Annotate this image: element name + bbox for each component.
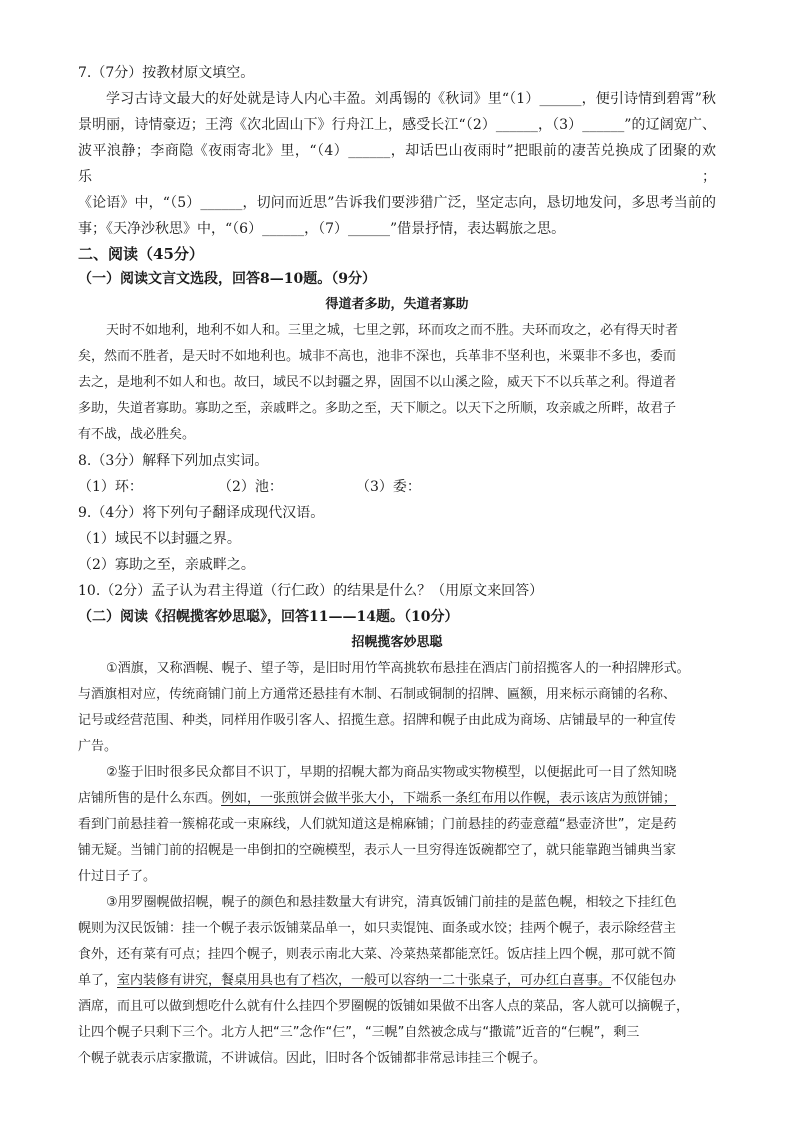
part1-passage-line-2: 矣，然而不胜者，是天时不如地利也。城非不高也，池非不深也，兵革非不坚利也，米粟非不多也，委而 (78, 349, 677, 364)
q9-item-2: （2）寡助之至，亲戚畔之。 (78, 557, 255, 573)
q7-line-1: 学习古诗文最大的好处就是诗人内心丰盈。刘禹锡的《秋词》里“（1）______，便引诗情到碧霄”秋 (106, 91, 716, 107)
para3-line-7: 个幌子就表示店家撒谎，不讲诚信。因此，旧时各个饭铺都非常忌讳挂三个幌子。 (78, 1051, 547, 1066)
q8-item-3: （3）委： (356, 479, 421, 495)
q7-line-5: 事；《天净沙秋思》中，“（6）______，（7）______”借景抒情，表达羁旅之思。 (78, 221, 566, 237)
part1-passage-line-5: 有不战，战必胜矣。 (78, 427, 196, 442)
para3-line-4-end: 不仅能包办 (611, 973, 677, 988)
q8-item-1: （1）环： (78, 479, 143, 495)
part1-title: （一）阅读文言文选段，回答8—10题。（9分） (78, 271, 376, 287)
q7-line-2: 景明丽，诗情豪迈；王湾《次北固山下》行舟江上，感受长江“（2）______，（3）______”的辽阔宽广、 (78, 117, 716, 133)
para2-underlined-example: 例如，一张煎饼会做半张大小，下端系一条红布用以作幌，表示该店为煎饼铺； (221, 791, 677, 806)
para3-line-5: 酒席，而且可以做到想吃什么就有什么挂四个罗圈幌的饭铺如果做不出客人点的菜品，客人就可以摘幌子， (78, 999, 690, 1014)
part2-passage-title: 招幌揽客妙思聪 (351, 635, 443, 650)
q7-header: 7.（7分）按教材原文填空。 (78, 65, 255, 81)
para2-line-1: ②鉴于旧时很多民众都目不识丁，早期的招幌大都为商品实物或实物模型，以便据此可一目了然知晓 (106, 765, 677, 780)
para2-line-2 (78, 786, 716, 812)
part1-passage-line-1: 天时不如地利，地利不如人和。三里之城，七里之郭，环而攻之而不胜。夫环而攻之，必有得天时者 (106, 323, 679, 338)
q8-header: 8.（3分）解释下列加点实词。 (78, 453, 269, 469)
q7-line-3: 波平浪静；李商隐《夜雨寄北》里，“（4）______，却话巴山夜雨时”把眼前的凄苦兑换成了团聚的欢乐； (78, 143, 716, 185)
q8-item-2: （2）池： (218, 479, 283, 495)
part1-passage-title: 得道者多助，失道者寡助 (325, 297, 469, 312)
part1-passage-line-4: 多助，失道者寡助。寡助之至，亲戚畔之。多助之至，天下顺之。以天下之所顺，攻亲戚之所畔，故君子 (78, 401, 677, 416)
part2-title: （二）阅读《招幌揽客妙思聪》，回答11——14题。（10分） (78, 609, 459, 625)
para1-line-4: 广告。 (78, 739, 118, 754)
para3-line-1: ③用罗圈幌做招幌，幌子的颜色和悬挂数量大有讲究，清真饭铺门前挂的是蓝色幌，相较之下挂红色 (106, 895, 677, 910)
para1-line-1: ①酒旗，又称酒幌、幌子、望子等，是旧时用竹竿高挑软布悬挂在酒店门前招揽客人的一种招牌形式。 (106, 661, 690, 676)
para1-line-3: 记号或经营范围、种类，同样用作吸引客人、招揽生意。招牌和幌子由此成为商场、店铺最早的一种宣传 (78, 713, 677, 728)
q7-line-4: 《论语》中，“（5）______，切问而近思”告诉我们要涉猎广泛，坚定志向，恳切地发问，多思考当前的 (78, 195, 716, 211)
para2-line-2-text: 店铺所售的是什么东西。 (78, 791, 222, 806)
para1-line-2: 与酒旗相对应，传统商铺门前上方通常还悬挂有木制、石制或铜制的招牌、匾额，用来标示商铺的名称、 (78, 687, 677, 702)
para3-line-3: 食外，还有菜有可点；挂四个幌子，则表示南北大菜、冷菜热菜都能烹饪。饭店挂上四个幌，那可就不简 (78, 947, 677, 962)
para3-line-6: 让四个幌子只剩下三个。北方人把“三”念作“仨”，“三幌”自然被念成与“撒谎”近音的“仨幌”，剩三 (78, 1025, 640, 1040)
section2-title: 二、阅读（45分） (78, 245, 204, 263)
q10-header: 10.（2分）孟子认为君主得道（行仁政）的结果是什么？（用原文来回答） (78, 583, 544, 599)
para3-line-2: 幌则为汉民饭铺：挂一个幌子表示饭铺菜品单一，如只卖馄饨、面条或水饺；挂两个幌子，表示除经营主 (78, 921, 677, 936)
q8-items (78, 474, 716, 500)
part1-passage-line-3: 去之，是地利不如人和也。故曰，域民不以封疆之界，固国不以山溪之险，威天下不以兵革之利。得道者 (78, 375, 677, 390)
para2-line-3: 看到门前悬挂着一簇棉花或一束麻线，人们就知道这是棉麻铺；门前悬挂的药壶意蕴“悬壶济世”，定是药 (78, 817, 677, 832)
para2-line-5: 什过日子了。 (78, 869, 157, 884)
q9-item-1: （1）域民不以封疆之界。 (78, 531, 241, 547)
para3-line-4 (78, 968, 716, 994)
q9-header: 9.（4分）将下列句子翻译成现代汉语。 (78, 505, 325, 521)
para3-line-4-start: 单了， (78, 973, 118, 988)
para2-line-4: 铺无疑。当铺门前的招幌是一串倒扣的空碗模型，表示人一旦穷得连饭碗都空了，就只能靠跑当铺典当家 (78, 843, 677, 858)
para3-underlined-sentence: 室内装修有讲究，餐桌用具也有了档次，一般可以容纳一二十张桌子，可办红白喜事。 (117, 973, 612, 988)
